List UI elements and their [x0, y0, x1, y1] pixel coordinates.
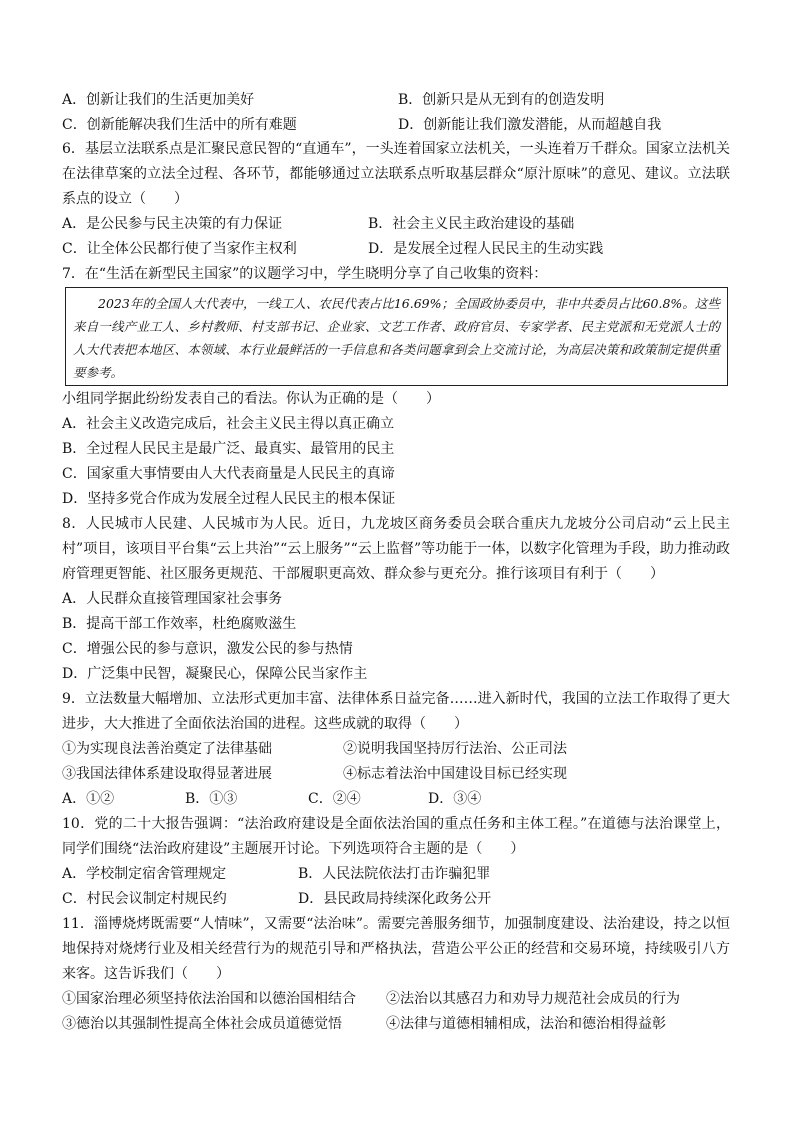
- q11-statement-4: ④法律与道德相辅相成，法治和德治相得益彰: [386, 1016, 666, 1032]
- q6-option-c: C．让全体公民都行使了当家作主权利: [62, 241, 297, 257]
- q6-option-a: A．是公民参与民主决策的有力保证: [62, 216, 283, 232]
- q8-stem: 8．人民城市人民建、人民城市为人民。近日，九龙坡区商务委员会联合重庆九龙坡分公司启动“云上民主村”项目，该项目平台集“云上共治”“云上服务”“云上监督”等功能于一体，以数字化管理为手段，助力推动政府管理更智能、社区服务更规范、干部履职更高效、群众参与更充分。推行该项目有利于（ ）: [62, 516, 730, 582]
- q11-stem: 11．淄博烧烤既需要“人情味”，又需要“法治味”。需要完善服务细节，加强制度建设、法治建设，持之以恒地保持对烧烤行业及相关经营行为的规范引导和严格执法，营造公平公正的经营和交易环境，持续吸引八方来客。这告诉我们（ ）: [62, 916, 730, 982]
- q8-option-a: A．人民群众直接管理国家社会事务: [62, 591, 283, 607]
- q5-option-c: C．创新能解决我们生活中的所有难题: [62, 117, 297, 133]
- q10-stem: 10．党的二十大报告强调：“法治政府建设是全面依法治国的重点任务和主体工程。”在道德与法治课堂上，同学们围绕“法治政府建设”主题展开讨论。下列选项符合主题的是（ ）: [62, 816, 730, 857]
- q11-statement-1: ①国家治理必须坚持依法治国和以德治国相结合: [62, 991, 356, 1007]
- q9-option-a: A．①②: [62, 791, 115, 807]
- q9-option-c: C．②④: [308, 791, 361, 807]
- q7-option-d: D．坚持多党合作成为发展全过程人民民主的根本保证: [62, 491, 396, 507]
- q6-option-b: B．社会主义民主政治建设的基础: [368, 216, 575, 232]
- q9-statement-4: ④标志着法治中国建设目标已经实现: [343, 766, 567, 782]
- q5-option-a: A．创新让我们的生活更加美好: [62, 92, 255, 108]
- q9-option-b: B．①③: [185, 791, 238, 807]
- q11-statement-2: ②法治以其感召力和劝导力规范社会成员的行为: [386, 991, 680, 1007]
- q11-statement-3: ③德治以其强制性提高全体社会成员道德觉悟: [62, 1016, 342, 1032]
- q9-statement-1: ①为实现良法善治奠定了法律基础: [62, 741, 272, 757]
- q9-option-d: D．③④: [428, 791, 482, 807]
- q10-option-a: A．学校制定宿舍管理规定: [62, 866, 227, 882]
- q9-statement-3: ③我国法律体系建设取得显著进展: [62, 766, 272, 782]
- q8-option-d: D．广泛集中民智，凝聚民心，保障公民当家作主: [62, 666, 368, 682]
- q7-option-a: A．社会主义改造完成后，社会主义民主得以真正确立: [62, 416, 395, 432]
- q7-option-c: C．国家重大事情要由人大代表商量是人民民主的真谛: [62, 466, 395, 482]
- q7-material-text: 2023年的全国人大代表中，一线工人、农民代表占比16.69%；全国政协委员中，非中共委员占比60.8%。这些来自一线产业工人、乡村教师、村支部书记、企业家、文艺工作者、政府官员、专家学者、民主党派和无党派人士的人大代表把本地区、本领域、本行业最鲜活的一手信息和各类问题拿到会上交流讨论，为高层决策和政策制定提供重要参考。: [73, 296, 720, 380]
- q7-stem: 7．在“生活在新型民主国家”的议题学习中，学生晓明分享了自己收集的资料：: [62, 266, 548, 282]
- q8-option-c: C．增强公民的参与意识，激发公民的参与热情: [62, 641, 353, 657]
- q10-option-b: B．人民法院依法打击诈骗犯罪: [298, 866, 491, 882]
- q9-statement-2: ②说明我国坚持厉行法治、公正司法: [343, 741, 567, 757]
- q10-option-d: D．县民政局持续深化政务公开: [298, 891, 492, 907]
- q6-option-d: D．是发展全过程人民民主的生动实践: [368, 241, 604, 257]
- q6-stem: 6．基层立法联系点是汇聚民意民智的“直通车”，一头连着国家立法机关，一头连着万千群众。国家立法机关在法律草案的立法全过程、各环节，都能够通过立法联系点听取基层群众“原汁原味”的意见、建议。立法联系点的设立（ ）: [62, 141, 730, 207]
- q10-option-c: C．村民会议制定村规民约: [62, 891, 227, 907]
- q5-option-d: D．创新能让我们激发潜能，从而超越自我: [398, 117, 662, 133]
- q7-option-b: B．全过程人民民主是最广泛、最真实、最管用的民主: [62, 441, 395, 457]
- q7-question: 小组同学据此纷纷发表自己的看法。你认为正确的是（ ）: [62, 391, 440, 407]
- q8-option-b: B．提高干部工作效率，杜绝腐败滋生: [62, 616, 297, 632]
- q5-option-b: B．创新只是从无到有的创造发明: [398, 92, 605, 108]
- q7-material-box: [65, 287, 728, 386]
- q9-stem: 9．立法数量大幅增加、立法形式更加丰富、法律体系日益完备……进入新时代，我国的立法工作取得了更大进步，大大推进了全面依法治国的进程。这些成就的取得（ ）: [62, 691, 730, 732]
